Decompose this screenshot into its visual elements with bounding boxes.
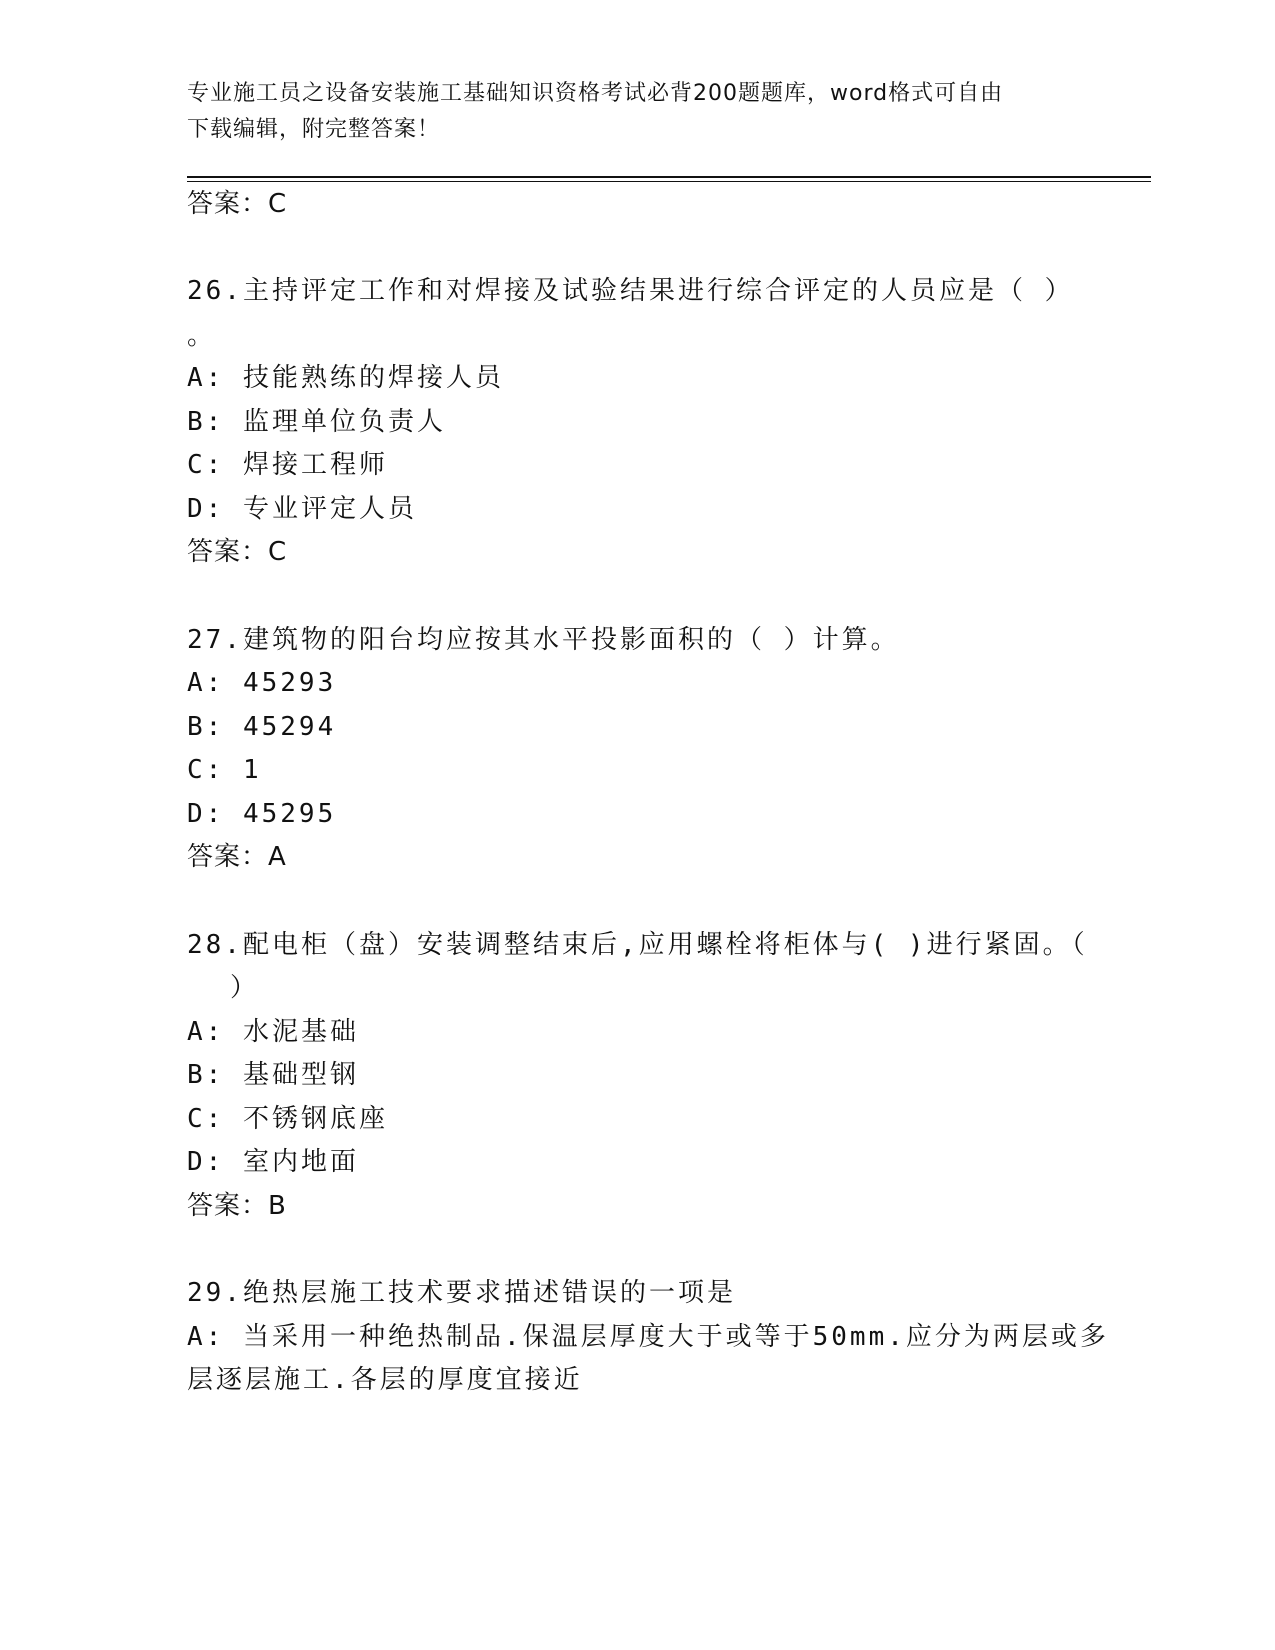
- question-26-text: 26.主持评定工作和对焊接及试验结果进行综合评定的人员应是（ ）: [187, 276, 1074, 306]
- option-b: B: 监理单位负责人: [187, 407, 446, 437]
- option-b: B: 45294: [187, 712, 337, 742]
- option-b: B: 基础型钢: [187, 1060, 359, 1090]
- question-27-text: 27.建筑物的阳台均应按其水平投影面积的（ ）计算。: [187, 625, 900, 655]
- option-a: A: 水泥基础: [187, 1017, 359, 1047]
- question-26-text-cont: 。: [187, 321, 217, 351]
- question-28-text-cont: ）: [230, 973, 260, 1003]
- answer-line: 答案：B: [187, 1191, 287, 1221]
- option-a-cont: 层逐层施工.各层的厚度宜接近: [187, 1365, 583, 1395]
- question-29-text: 29.绝热层施工技术要求描述错误的一项是: [187, 1278, 736, 1308]
- header-line-2: 下载编辑，附完整答案！: [187, 117, 441, 142]
- option-c: C: 焊接工程师: [187, 450, 388, 480]
- option-d: D: 专业评定人员: [187, 494, 417, 524]
- option-d: D: 45295: [187, 799, 337, 829]
- header-divider: [187, 176, 1151, 178]
- option-d: D: 室内地面: [187, 1147, 359, 1177]
- question-28-text: 28.配电柜（盘）安装调整结束后,应用螺栓将柜体与( )进行紧固。（: [187, 930, 1088, 960]
- option-a: A: 当采用一种绝热制品.保温层厚度大于或等于50mm.应分为两层或多: [187, 1322, 1109, 1352]
- option-a: A: 技能熟练的焊接人员: [187, 363, 504, 393]
- document-header: [187, 76, 1077, 148]
- answer-line: 答案：A: [187, 842, 287, 872]
- option-c: C: 1: [187, 755, 262, 785]
- answer-line: 答案：C: [187, 189, 288, 219]
- answer-line: 答案：C: [187, 537, 288, 567]
- header-divider-thin: [187, 181, 1151, 182]
- option-c: C: 不锈钢底座: [187, 1104, 388, 1134]
- option-a: A: 45293: [187, 668, 337, 698]
- header-line-1: 专业施工员之设备安装施工基础知识资格考试必背200题题库，word格式可自由: [187, 81, 1004, 106]
